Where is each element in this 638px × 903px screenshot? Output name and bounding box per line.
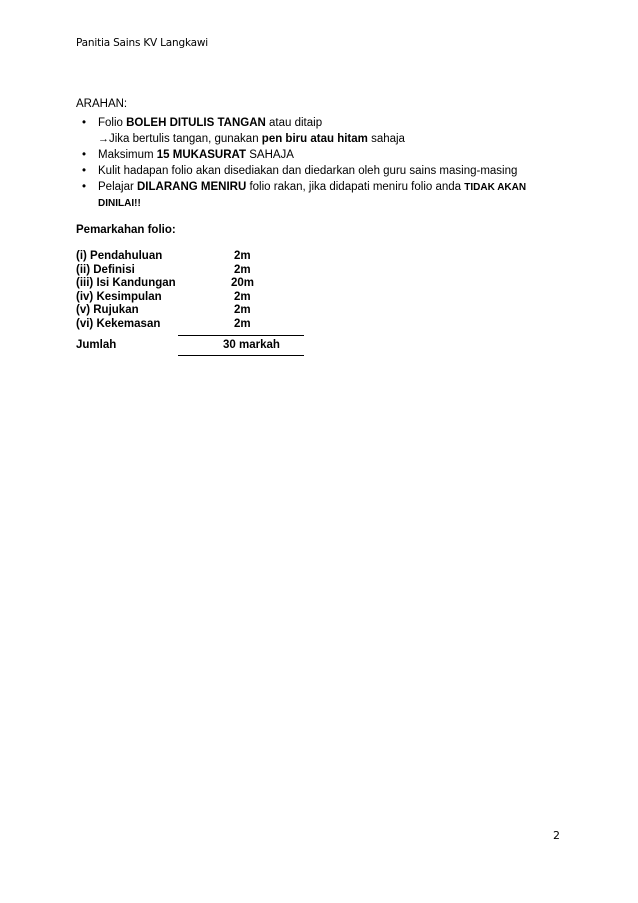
document-body: [76, 96, 576, 359]
instructions-title: ARAHAN:: [76, 98, 128, 110]
instruction-item: • Maksimum 15 MUKASURAT SAHAJA: [82, 149, 294, 161]
instruction-item: • Pelajar DILARANG MENIRU folio rakan, jika didapati meniru folio anda TIDAK AKAN DINILAI!!: [82, 181, 527, 209]
marking-title: Pemarkahan folio:: [76, 224, 176, 236]
rule-row: [76, 353, 576, 359]
marking-row: (v) Rujukan 2m: [76, 304, 251, 316]
instruction-item: • Kulit hadapan folio akan disediakan dan diedarkan oleh guru sains masing-masing: [82, 165, 518, 177]
total-row: Jumlah 30 markah: [76, 339, 280, 351]
instruction-item: • Folio BOLEH DITULIS TANGAN atau ditaip: [82, 117, 323, 129]
bullet-icon: •: [82, 181, 87, 193]
bullet-icon: •: [82, 117, 87, 129]
marking-table: [76, 250, 576, 359]
marking-row: (i) Pendahuluan 2m: [76, 250, 251, 262]
page-number: 2: [553, 829, 560, 842]
bullet-icon: •: [82, 165, 87, 177]
marking-row: (ii) Definisi 2m: [76, 263, 251, 276]
page-header: Panitia Sains KV Langkawi: [76, 37, 208, 49]
instructions-list: [76, 115, 576, 131]
marking-row: (vi) Kekemasan 2m: [76, 317, 251, 330]
marking-row: (iii) Isi Kandungan 20m: [76, 277, 255, 289]
marking-row: (iv) Kesimpulan 2m: [76, 290, 251, 303]
instructions-list-continued: [76, 147, 576, 212]
bullet-icon: •: [82, 149, 87, 161]
underline-rule: [178, 335, 304, 336]
arrow-right-icon: →: [98, 133, 109, 145]
underline-rule: [178, 355, 304, 356]
handwriting-note: →Jika bertulis tangan, gunakan pen biru atau hitam sahaja: [98, 133, 405, 145]
